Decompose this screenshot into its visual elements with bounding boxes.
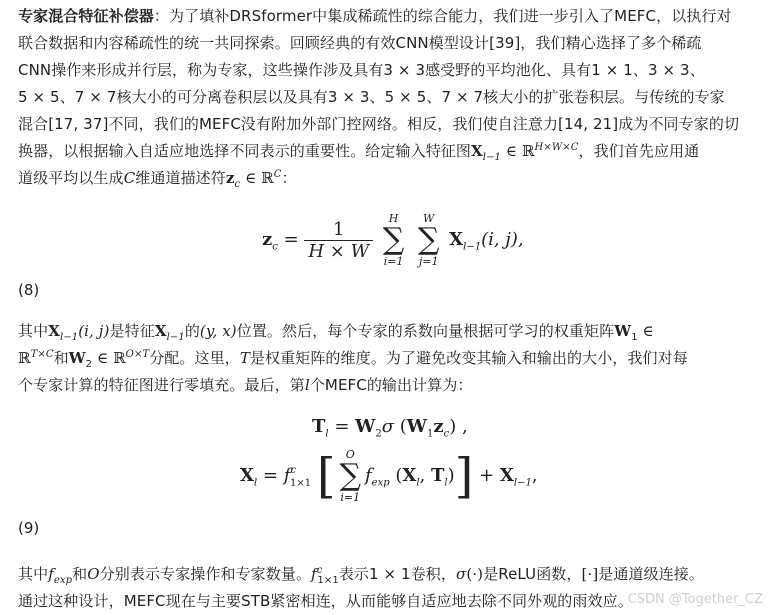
watermark: CSDN @Together_CZ <box>627 592 763 607</box>
text-line: ℝ$^{T\times C}$和$W_2$ ∈ ℝ$^{O\times T}$分配。这里，T是权重矩阵的维度。为了避免改变其输入和输出的大小，我们对每 <box>18 349 688 370</box>
text-line: 其中$f_{exp}$和O分别表示专家操作和专家数量。$f^c_{1\times 1}$表示1 × 1卷积，σ(·)是ReLU函数，[·]是通道级连接。 <box>18 565 704 586</box>
summation-o: O ∑ i=1 <box>339 448 361 504</box>
text-line: 换器，以根据输入自适应地选择不同表示的重要性。给定输入特征图$X_{l-1}$ ∈ ℝ$^{H\times W\times C}$，我们首先应用通 <box>18 142 700 163</box>
equation-number-8: (8) <box>18 281 40 299</box>
text-line: 混合[17, 37]不同，我们的MEFC没有附加外部门控网络。相反，我们使自注意力[14, 21]成为不同专家的切 <box>18 115 740 133</box>
text-line: 联合数据和内容稀疏性的统一共同探索。回顾经典的有效CNN模型设计[39]，我们精心选择了多个稀疏 <box>18 34 702 52</box>
text-line: 个专家计算的特征图进行零填充。最后，第l个MEFC的输出计算为： <box>18 376 473 394</box>
fraction: $\frac{1}{H \times W}$ <box>304 219 373 262</box>
equation-8: $z_c$ = $\frac{1}{H \times W}$ H ∑ i=1 W ∑ j=1 $X_{l-1}(i$, j), <box>262 212 524 268</box>
summation-j: W ∑ j=1 <box>418 212 440 268</box>
paragraph-mefc-detail <box>18 318 763 399</box>
equation-9-line-1: $T_l = W_2\sigma$ $(W_1z_c)$ , <box>312 416 468 440</box>
text-line: 其中$X_{l-1}(i$, j)是特征$X_{l-1}$的(y, x)位置。然后，每个专家的系数向量根据可学习的权重矩阵$W_1$ ∈ <box>18 322 654 343</box>
text-line: 专家混合特征补偿器：为了填补DRSformer中集成稀疏性的综合能力，我们进一步引入了MEFC，以执行对 <box>18 7 732 25</box>
equation-number-9: (9) <box>18 519 40 537</box>
paragraph-mefc-intro <box>18 3 763 192</box>
summation-i: H ∑ i=1 <box>382 212 405 268</box>
text-line: 5 × 5、7 × 7核大小的可分离卷积层以及具有3 × 3、5 × 5、7 × 7核大小的扩张卷积层。与传统的专家 <box>18 88 725 106</box>
text-line: 通过这种设计，MEFC现在与主要STB紧密相连，从而能够自适应地去除不同外观的雨效应。 <box>18 592 633 610</box>
text-line: 道级平均以生成C维通道描述符$z_c$ ∈ ℝ$^C$： <box>18 169 297 190</box>
math-X: X <box>471 142 483 160</box>
equation-9-line-2: $X_l = f^c_{1\times 1}$ [ O ∑ i=1 $f_{exp}$ ($X_l$, $T_l)] + X_{l-1}$, <box>240 448 538 504</box>
section-title: 专家混合特征补偿器 <box>18 7 154 25</box>
text-line: CNN操作来形成并行层，称为专家，这些操作涉及具有3 × 3感受野的平均池化、具有1 × 1、3 × 3、 <box>18 61 705 79</box>
